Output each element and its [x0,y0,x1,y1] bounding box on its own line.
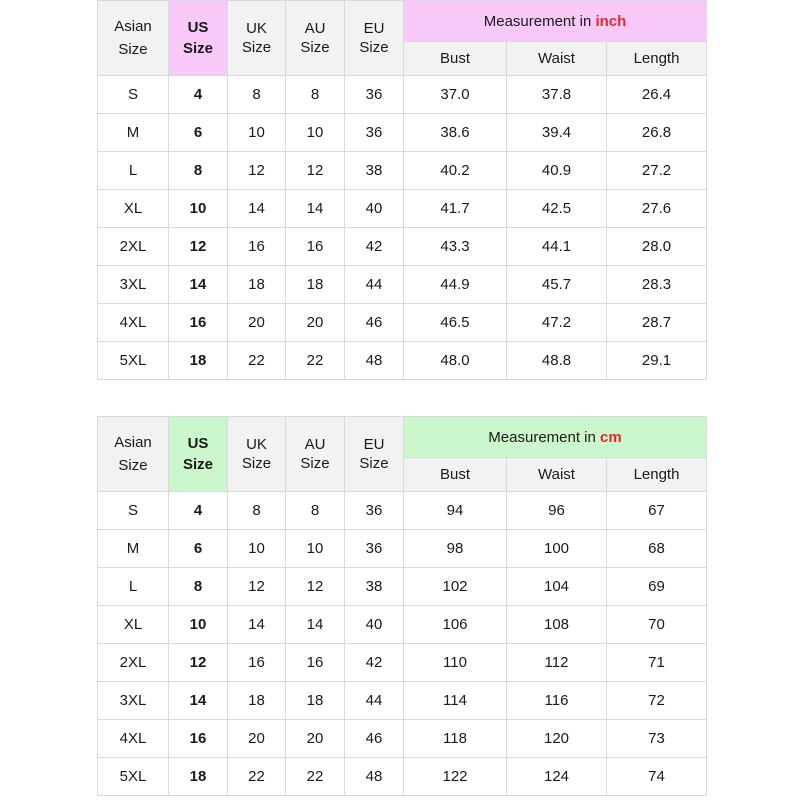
eu-size-cell: 36 [345,114,404,152]
size-row [98,568,707,606]
us-size-cell: 14 [169,682,228,720]
length-cell: 73 [607,720,707,758]
bust-cell: 102 [404,568,507,606]
eu-header-line1: EU [363,20,385,37]
uk-size-cell: 22 [228,342,286,380]
bust-cell: 110 [404,644,507,682]
eu-header-line1: EU [363,436,385,453]
us-size-cell: 6 [169,530,228,568]
length-cell: 27.2 [607,152,707,190]
uk-size-cell: 10 [228,530,286,568]
eu-header-line2: Size [359,455,389,472]
waist-cell: 42.5 [507,190,607,228]
size-row [98,758,707,796]
asian-size-cell: 3XL [98,266,169,304]
eu-size-cell: 40 [345,606,404,644]
bust-cell: 44.9 [404,266,507,304]
eu-size-cell: 44 [345,266,404,304]
us-header-line1: US [187,435,209,452]
asian-size-cell: 2XL [98,228,169,266]
au-size-cell: 16 [286,228,345,266]
length-cell: 71 [607,644,707,682]
bust-cell: 94 [404,492,507,530]
asian-header-line1: Asian [114,434,152,451]
waist-cell: 108 [507,606,607,644]
eu-size-cell: 40 [345,190,404,228]
asian-size-cell: S [98,492,169,530]
uk-size-header [228,1,286,76]
au-header-line2: Size [300,455,330,472]
uk-size-cell: 8 [228,76,286,114]
length-cell: 28.0 [607,228,707,266]
au-size-header [286,417,345,492]
cm-table-body [98,417,707,796]
uk-size-cell: 20 [228,304,286,342]
cm-header-row-top [98,417,707,458]
size-row [98,304,707,342]
au-size-cell: 20 [286,304,345,342]
waist-cell: 116 [507,682,607,720]
size-row [98,720,707,758]
asian-size-cell: 5XL [98,342,169,380]
asian-size-cell: L [98,568,169,606]
au-size-cell: 14 [286,606,345,644]
waist-cell: 48.8 [507,342,607,380]
size-row [98,152,707,190]
bust-cell: 46.5 [404,304,507,342]
bust-cell: 37.0 [404,76,507,114]
au-size-cell: 18 [286,682,345,720]
uk-size-cell: 18 [228,682,286,720]
eu-size-header [345,417,404,492]
waist-cell: 39.4 [507,114,607,152]
bust-cell: 98 [404,530,507,568]
length-cell: 70 [607,606,707,644]
length-header: Length [607,42,707,76]
us-size-cell: 12 [169,228,228,266]
asian-size-header [98,1,169,76]
bust-cell: 114 [404,682,507,720]
waist-cell: 104 [507,568,607,606]
au-size-cell: 10 [286,530,345,568]
au-size-cell: 18 [286,266,345,304]
size-row [98,492,707,530]
us-size-cell: 8 [169,152,228,190]
au-size-cell: 12 [286,152,345,190]
measurement-unit-inch: inch [595,12,627,30]
au-size-cell: 16 [286,644,345,682]
eu-size-cell: 46 [345,720,404,758]
waist-cell: 37.8 [507,76,607,114]
bust-cell: 118 [404,720,507,758]
uk-size-cell: 14 [228,190,286,228]
eu-size-cell: 36 [345,76,404,114]
size-row [98,266,707,304]
asian-size-cell: 4XL [98,304,169,342]
waist-cell: 96 [507,492,607,530]
length-cell: 27.6 [607,190,707,228]
uk-size-cell: 18 [228,266,286,304]
au-size-header [286,1,345,76]
eu-size-cell: 38 [345,152,404,190]
asian-size-cell: 4XL [98,720,169,758]
us-size-cell: 18 [169,758,228,796]
au-header-line1: AU [304,20,326,37]
uk-size-cell: 16 [228,644,286,682]
uk-size-cell: 12 [228,568,286,606]
au-size-cell: 14 [286,190,345,228]
size-row [98,644,707,682]
uk-size-cell: 10 [228,114,286,152]
size-row [98,114,707,152]
uk-size-cell: 22 [228,758,286,796]
au-size-cell: 12 [286,568,345,606]
bust-cell: 106 [404,606,507,644]
size-row [98,190,707,228]
us-size-header [169,417,228,492]
us-size-cell: 6 [169,114,228,152]
us-size-cell: 8 [169,568,228,606]
bust-cell: 48.0 [404,342,507,380]
eu-size-header [345,1,404,76]
uk-header-line1: UK [246,20,267,37]
asian-size-cell: M [98,114,169,152]
length-cell: 67 [607,492,707,530]
asian-size-header [98,417,169,492]
eu-size-cell: 42 [345,228,404,266]
asian-header-line2: Size [118,457,148,474]
size-row [98,76,707,114]
measurement-unit-cm: cm [600,428,622,446]
us-size-cell: 12 [169,644,228,682]
length-cell: 69 [607,568,707,606]
inch-table-body [98,1,707,380]
measurement-inch-title [404,1,707,42]
bust-cell: 43.3 [404,228,507,266]
au-header-line2: Size [300,39,330,56]
eu-size-cell: 48 [345,758,404,796]
waist-cell: 124 [507,758,607,796]
uk-size-cell: 14 [228,606,286,644]
cm-size-table [97,416,707,796]
waist-header: Waist [507,458,607,492]
asian-header-line2: Size [118,41,148,58]
bust-header: Bust [404,42,507,76]
measurement-prefix: Measurement in [483,12,596,30]
eu-size-cell: 44 [345,682,404,720]
us-header-line2: Size [182,40,213,57]
size-row [98,606,707,644]
asian-size-cell: XL [98,190,169,228]
au-size-cell: 8 [286,76,345,114]
au-size-cell: 8 [286,492,345,530]
asian-size-cell: 2XL [98,644,169,682]
bust-cell: 38.6 [404,114,507,152]
us-header-line1: US [187,19,209,36]
uk-size-cell: 8 [228,492,286,530]
waist-cell: 44.1 [507,228,607,266]
size-row [98,682,707,720]
au-header-line1: AU [304,436,326,453]
eu-size-cell: 46 [345,304,404,342]
length-cell: 26.4 [607,76,707,114]
waist-cell: 45.7 [507,266,607,304]
asian-size-cell: 3XL [98,682,169,720]
au-size-cell: 22 [286,758,345,796]
asian-size-cell: 5XL [98,758,169,796]
us-size-cell: 16 [169,304,228,342]
us-size-cell: 14 [169,266,228,304]
length-cell: 68 [607,530,707,568]
size-row [98,342,707,380]
au-size-cell: 10 [286,114,345,152]
waist-header: Waist [507,42,607,76]
size-row [98,530,707,568]
length-cell: 28.3 [607,266,707,304]
uk-header-line2: Size [241,39,272,56]
measurement-prefix: Measurement in [488,428,601,446]
waist-cell: 47.2 [507,304,607,342]
eu-size-cell: 36 [345,530,404,568]
length-cell: 72 [607,682,707,720]
eu-size-cell: 38 [345,568,404,606]
length-cell: 74 [607,758,707,796]
bust-cell: 122 [404,758,507,796]
asian-size-cell: S [98,76,169,114]
us-header-line2: Size [182,456,213,473]
au-size-cell: 20 [286,720,345,758]
asian-size-cell: M [98,530,169,568]
us-size-cell: 10 [169,190,228,228]
eu-header-line2: Size [359,39,389,56]
waist-cell: 120 [507,720,607,758]
eu-size-cell: 48 [345,342,404,380]
eu-size-cell: 42 [345,644,404,682]
uk-size-cell: 20 [228,720,286,758]
waist-cell: 100 [507,530,607,568]
measurement-cm-title [404,417,707,458]
length-cell: 26.8 [607,114,707,152]
bust-cell: 40.2 [404,152,507,190]
length-cell: 29.1 [607,342,707,380]
uk-size-cell: 12 [228,152,286,190]
uk-size-cell: 16 [228,228,286,266]
length-header: Length [607,458,707,492]
us-size-cell: 4 [169,492,228,530]
length-cell: 28.7 [607,304,707,342]
uk-header-line1: UK [246,436,267,453]
us-size-cell: 4 [169,76,228,114]
uk-size-header [228,417,286,492]
asian-size-cell: XL [98,606,169,644]
waist-cell: 112 [507,644,607,682]
us-size-cell: 18 [169,342,228,380]
waist-cell: 40.9 [507,152,607,190]
asian-size-cell: L [98,152,169,190]
us-size-cell: 10 [169,606,228,644]
asian-header-line1: Asian [114,18,152,35]
us-size-header [169,1,228,76]
au-size-cell: 22 [286,342,345,380]
uk-header-line2: Size [241,455,272,472]
bust-header: Bust [404,458,507,492]
inch-size-table [97,0,707,380]
us-size-cell: 16 [169,720,228,758]
bust-cell: 41.7 [404,190,507,228]
size-row [98,228,707,266]
inch-header-row-top [98,1,707,42]
eu-size-cell: 36 [345,492,404,530]
